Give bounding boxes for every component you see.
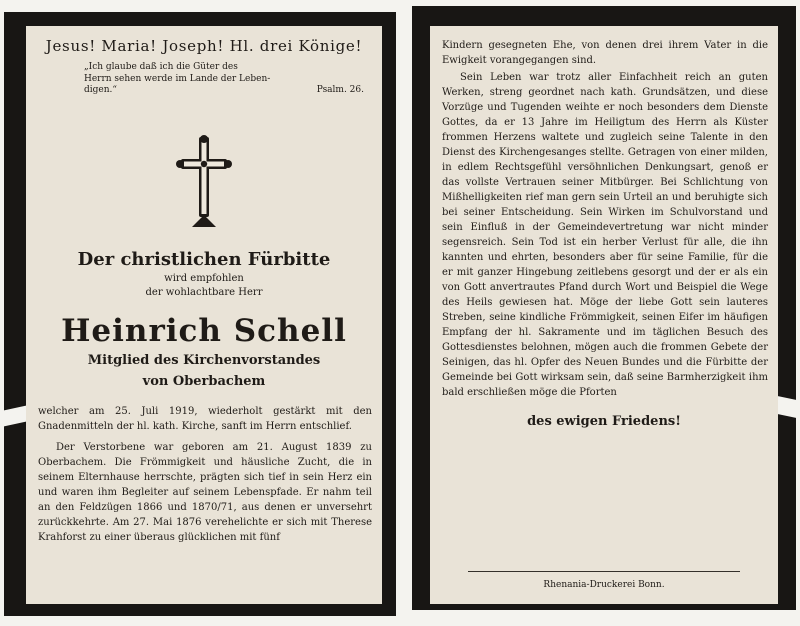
invocation: Jesus! Maria! Joseph! Hl. drei Könige! [45, 37, 363, 55]
printer-divider [468, 571, 739, 572]
quote-line-1: „Ich glaube daß ich die Güter des [84, 62, 238, 72]
right-edge-tear [778, 396, 796, 418]
quote-source: Psalm. 26. [316, 85, 364, 95]
right-panel [430, 26, 778, 604]
quote-reference [26, 85, 382, 95]
quote [26, 61, 382, 85]
recommended-line: wird empfohlen [164, 273, 244, 284]
right-card [412, 6, 796, 610]
right-paragraph-1: Kindern gesegneten Ehe, von denen drei ihrem Vater in die Ewigkeit vorangegangen sind. [442, 40, 768, 66]
cross-icon [174, 135, 234, 231]
left-card [4, 12, 396, 616]
member-line-1: Mitglied des Kirchenvorstandes [87, 353, 321, 368]
right-paragraph-2: Sein Leben war trotz aller Einfachheit reich an guten Werken, streng geordnet nach kath. Grundsätzen, und diese Vorzüge und Tugenden weihte er noch besonders dem Dienste Gottes, da er 13 Jahre im Heiligtum des Herrn als Küster frommen Herzens waltete und zugleich seine Talente in den Dienst des Kirchengesanges stellte. Getragen von einer milden, in edlem Rechtsgefühl versöhnlichen Denkungsart, genoß er das vollste Vertrauen seiner Mitbürger. Bei Schlichtung von Mißhelligkeiten rief man gern sein Urteil an und beruhigte sich bei seiner Entscheidung. Sein Wirken im Schulvorstand und sein Einfluß in der Gemeindevertretung war nicht minder segensreich. Sein Tod ist ein herber Verlust für alle, die ihn kannten und ehrten, besonders aber für seine Familie, für die er mit ganzer Hingebung zeitlebens gesorgt und der er als ein von Gott anvertrautes Pfand durch Wort und Beispiel die Wege des Heils gewiesen hat. Möge der liebe Gott sein lauteres Streben, seine kindliche Frömmigkeit, seinen Eifer im häufigen Empfang der hl. Sakramente und im täglichen Besuch des Gottesdienstes belohnen, mögen auch die frommen Gebete der Seinigen, das hl. Opfer des Neuen Bundes und die Fürbitte der Gemeinde bei Gott wirksam sein, daß seine Barmherzigkeit ihm bald erschließen möge die Pforten [442, 72, 768, 398]
left-paragraph-1: welcher am 25. Juli 1919, wiederholt gestärkt mit den Gnadenmitteln der hl. kath. Kirche, sanft im Herrn entschlief. [38, 406, 372, 432]
closing-line: des ewigen Friedens! [527, 414, 681, 429]
quote-line-2: Herrn sehen werde im Lande der Leben- [84, 74, 271, 84]
quote-line-3: digen.“ [84, 85, 117, 95]
left-panel [26, 26, 382, 604]
left-edge-tear [4, 406, 26, 427]
honorific-line: der wohlachtbare Herr [145, 287, 263, 298]
intercession-heading: Der christlichen Fürbitte [77, 249, 331, 270]
deceased-name: Heinrich Schell [61, 313, 347, 349]
printer-imprint: Rhenania-Druckerei Bonn. [543, 580, 665, 590]
member-line-2: von Oberbachem [142, 374, 266, 389]
left-paragraph-2: Der Verstorbene war geboren am 21. August 1839 zu Oberbachem. Die Frömmigkeit und häusliche Zucht, die in seinem Elternhause herrschte, prägten sich tief in sein Herz ein und waren ihm Begleiter auf seinem Lebenspfade. Er nahm teil an den Feldzügen 1866 und 1870/71, aus denen er unversehrt zurückkehrte. Am 27. Mai 1876 verehelichte er sich mit Therese Krahforst zu einer überaus glücklichen mit fünf [38, 442, 372, 543]
